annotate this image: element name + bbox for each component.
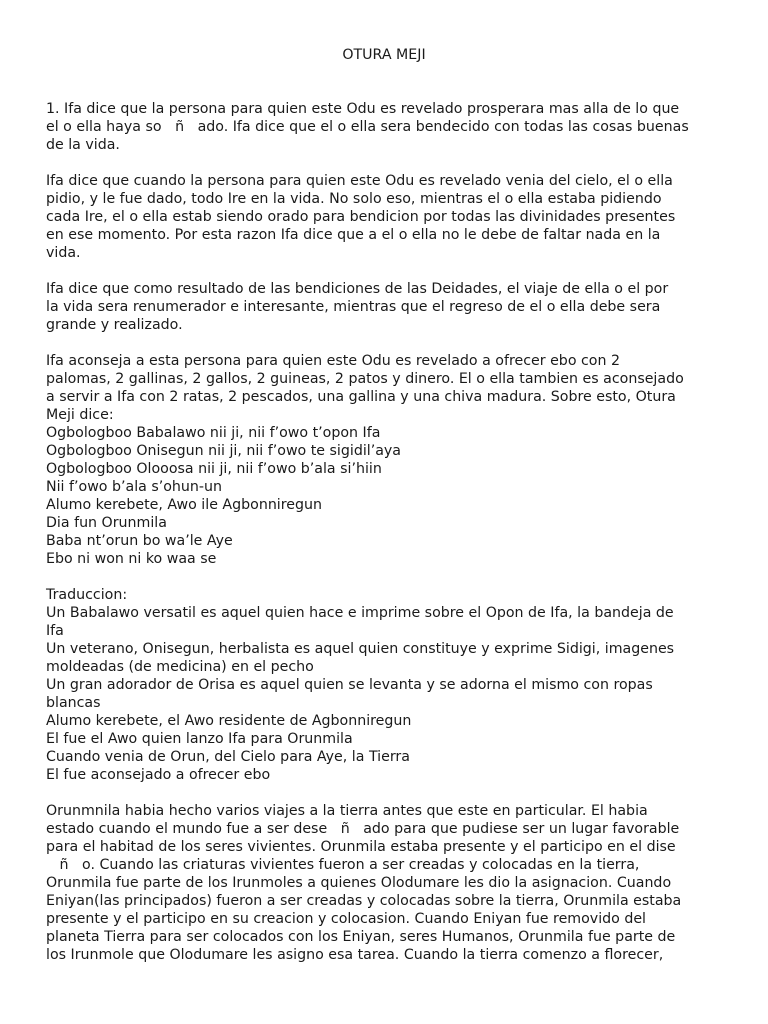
text-line: Ifa aconseja a esta persona para quien este Odu es revelado a ofrecer ebo con 2 — [46, 353, 621, 369]
text-line: Un Babalawo versatil es aquel quien hace e imprime sobre el Opon de Ifa, la bandeja de — [46, 605, 674, 621]
text-line: en ese momento. Por esta razon Ifa dice que a el o ella no le debe de faltar nada en la — [46, 227, 661, 243]
text-line: cada Ire, el o ella estab siendo orado para bendicion por todas las divinidades presentes — [46, 209, 676, 225]
text-line: el o ella haya so ñ ado. Ifa dice que el o ella sera bendecido con todas las cosas buenas — [46, 119, 689, 135]
text-line: Ifa dice que cuando la persona para quien este Odu es revelado venia del cielo, el o ella — [46, 173, 673, 189]
text-line: la vida sera renumerador e interesante, mientras que el regreso de el o ella debe sera — [46, 299, 661, 315]
text-line: Ifa — [46, 623, 64, 639]
text-line: Ifa dice que como resultado de las bendiciones de las Deidades, el viaje de ella o el por — [46, 281, 669, 297]
text-line: Eniyan(las principados) fueron a ser creadas y colocadas sobre la tierra, Orunmila estaba — [46, 893, 682, 909]
verse-line: Ebo ni won ni ko waa se — [46, 551, 217, 567]
text-line: de la vida. — [46, 137, 120, 153]
document-title: OTURA MEJI — [342, 47, 426, 63]
text-line: moldeadas (de medicina) en el pecho — [46, 659, 314, 675]
text-line: ñ o. Cuando las criaturas vivientes fueron a ser creadas y colocadas en la tierra, — [46, 857, 640, 873]
paragraph-3 — [46, 280, 722, 334]
text-line: palomas, 2 gallinas, 2 gallos, 2 guineas, 2 patos y dinero. El o ella tambien es aconsejado — [46, 371, 684, 387]
verse-line: Ogbologboo Olooosa nii ji, nii f’owo b’ala si’hiin — [46, 461, 382, 477]
paragraph-6 — [46, 802, 722, 964]
text-line: Meji dice: — [46, 407, 114, 423]
paragraph-5-translation — [46, 586, 722, 784]
text-line: a servir a Ifa con 2 ratas, 2 pescados, una gallina y una chiva madura. Sobre esto, Otura — [46, 389, 676, 405]
verse-line: Baba nt’orun bo wa’le Aye — [46, 533, 233, 549]
text-line: Un veterano, Onisegun, herbalista es aquel quien constituye y exprime Sidigi, imagenes — [46, 641, 675, 657]
verse-line: Ogbologboo Onisegun nii ji, nii f’owo te sigidil’aya — [46, 443, 401, 459]
paragraph-2 — [46, 172, 722, 262]
text-line: Un gran adorador de Orisa es aquel quien se levanta y se adorna el mismo con ropas — [46, 677, 653, 693]
verse-line: Alumo kerebete, Awo ile Agbonniregun — [46, 497, 322, 513]
paragraph-1 — [46, 100, 722, 154]
text-line: El fue aconsejado a ofrecer ebo — [46, 767, 271, 783]
text-line: los Irunmole que Olodumare les asigno esa tarea. Cuando la tierra comenzo a florecer, — [46, 947, 664, 963]
text-line: planeta Tierra para ser colocados con los Eniyan, seres Humanos, Orunmila fue parte de — [46, 929, 676, 945]
text-line: Orunmila fue parte de los Irunmoles a quienes Olodumare les dio la asignacion. Cuando — [46, 875, 672, 891]
text-line: Alumo kerebete, el Awo residente de Agbonniregun — [46, 713, 412, 729]
text-line: presente y el participo en su creacion y colocasion. Cuando Eniyan fue removido del — [46, 911, 647, 927]
text-line: El fue el Awo quien lanzo Ifa para Orunmila — [46, 731, 353, 747]
text-line: Cuando venia de Orun, del Cielo para Aye, la Tierra — [46, 749, 410, 765]
verse-line: Nii f’owo b’ala s’ohun-un — [46, 479, 222, 495]
document-page — [46, 46, 722, 982]
text-line: para el habitad de los seres vivientes. Orunmila estaba presente y el participo en el dise — [46, 839, 676, 855]
paragraph-4-verse — [46, 352, 722, 568]
text-line: estado cuando el mundo fue a ser dese ñ ado para que pudiese ser un lugar favorable — [46, 821, 680, 837]
text-line: pidio, y le fue dado, todo Ire en la vida. No solo eso, mientras el o ella estaba pidiendo — [46, 191, 662, 207]
verse-line: Dia fun Orunmila — [46, 515, 167, 531]
text-line: blancas — [46, 695, 101, 711]
translation-heading: Traduccion: — [46, 587, 128, 603]
verse-line: Ogbologboo Babalawo nii ji, nii f’owo t’opon Ifa — [46, 425, 381, 441]
text-line: Orunmnila habia hecho varios viajes a la tierra antes que este en particular. El habia — [46, 803, 648, 819]
text-line: 1. Ifa dice que la persona para quien este Odu es revelado prosperara mas alla de lo que — [46, 101, 680, 117]
text-line: vida. — [46, 245, 81, 261]
text-line: grande y realizado. — [46, 317, 183, 333]
